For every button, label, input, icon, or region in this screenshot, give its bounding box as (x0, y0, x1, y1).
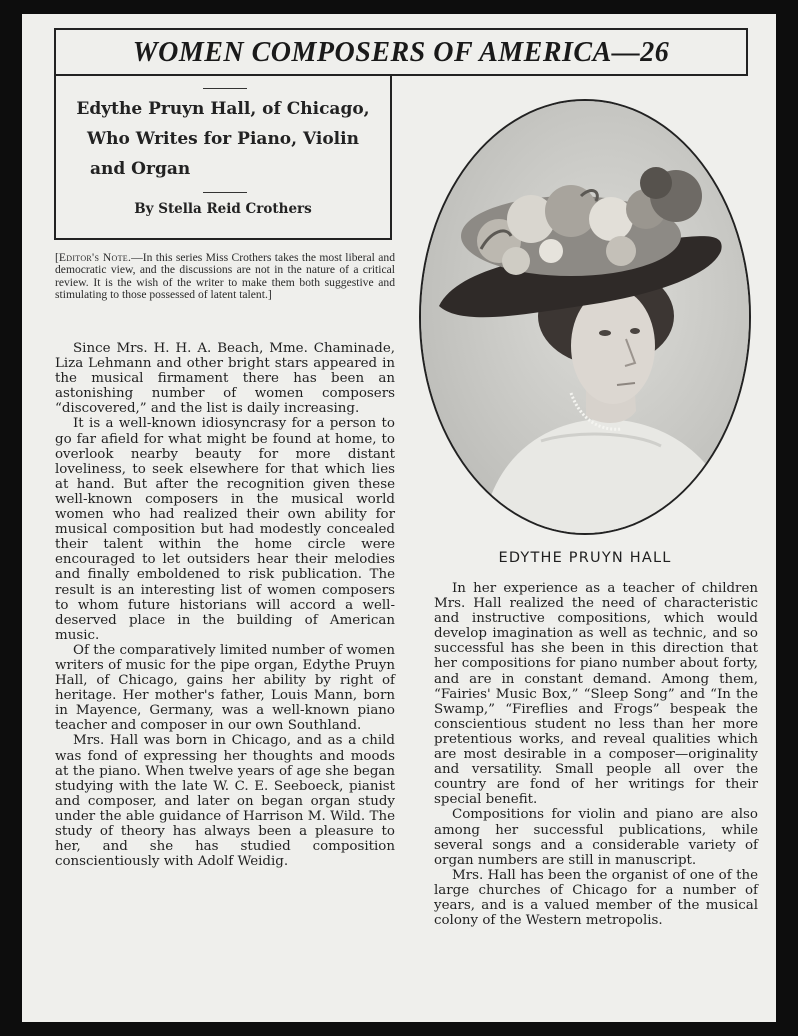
subtitle-line-2: Who Writes for Piano, Violin (87, 129, 359, 149)
right-column (434, 581, 758, 928)
paragraph: Compositions for violin and piano are also among her successful publications, while several songs and a considerable variety of organ numbers are still in manuscript. (434, 807, 758, 868)
title-box (54, 28, 748, 76)
left-column (55, 341, 395, 869)
paragraph: Mrs. Hall has been the organist of one of the large churches of Chicago for a number of years, and is a valued member of the musical colony of the Western metropolis. (434, 867, 758, 929)
portrait-illustration (421, 101, 751, 535)
paragraph: Mrs. Hall was born in Chicago, and as a child was fond of expressing her thoughts and moods at the piano. When twelve years of age she began studying with the late W. C. E. Seeboeck, pianist and composer, and later on began organ study under the able guidance of Harrison M. Wild. The study of theory has always been a pleasure to her, and she has studied composition conscientiously with Adolf Weidig. (55, 733, 395, 870)
portrait-caption: EDYTHE PRUYN HALL (498, 550, 672, 566)
subtitle-line-3: and Organ (90, 159, 191, 179)
note-close-bracket: ] (267, 288, 272, 302)
subtitle-line-1: Edythe Pruyn Hall, of Chicago, (76, 99, 370, 119)
magazine-page (22, 14, 776, 1022)
paragraph: It is a well-known idiosyncrasy for a person to go far afield for what might be found at home, to overlook nearby beauty for more distant loveliness, to seek elsewhere for that which lies at hand. But after the recognition given these well-known composers in the musical world women who had realized their own ability for musical composition but had modestly concealed their talent within the home circle were encouraged to let outsiders hear their melodies and finally emboldened to risk publication. The result is an interesting list of women composers to whom future historians will accord a well-deserved place in the building of American music. (55, 416, 395, 643)
paragraph: Of the comparatively limited number of women writers of music for the pipe organ, Edythe Pruyn Hall, of Chicago, gains her ability by right of heritage. Her mother's father, Louis Mann, born in Mayence, Germany, was a well-known piano teacher and composer in our own Southland. (55, 642, 395, 734)
ornamental-rule-bottom (203, 192, 247, 193)
editors-note-text: —In this series Miss Crothers takes the most liberal and democratic view, and the discussions are not in the nature of a critical review. It is the wish of the writer to make them both suggestive and stimulating to those possessed of latent talent. (55, 251, 395, 302)
note-open-bracket: [ (55, 251, 59, 264)
editors-note (55, 252, 395, 302)
paragraph: In her experience as a teacher of children Mrs. Hall realized the need of characteristic and instructive compositions, which would develop imagination as well as technic, and so successful has she been in this direction that her compositions for piano number about forty, and are in constant demand. Among them, “Fairies' Music Box,” “Sleep Song” and “In the Swamp,” “Fireflies and Frogs” bespeak the conscientious student no less than her more pretentious works, and reveal qualities which are most desirable in a composer—originality and versatility. Small people all over the country are fond of her writings for their special benefit. (434, 581, 758, 808)
subtitle-box (54, 74, 392, 240)
paragraph: Since Mrs. H. H. A. Beach, Mme. Chaminade, Liza Lehmann and other bright stars appeared in the musical firmament there has been an astonishing number of women composers “discovered,” and the list is daily increasing. (55, 341, 395, 417)
series-title: WOMEN COMPOSERS OF AMERICA—26 (132, 37, 670, 68)
portrait-photo (419, 99, 751, 535)
article-subtitle (56, 94, 390, 184)
byline: By Stella Reid Crothers (134, 201, 312, 217)
ornamental-rule-top (203, 88, 247, 89)
editors-note-label: Editor's Note. (58, 251, 132, 264)
